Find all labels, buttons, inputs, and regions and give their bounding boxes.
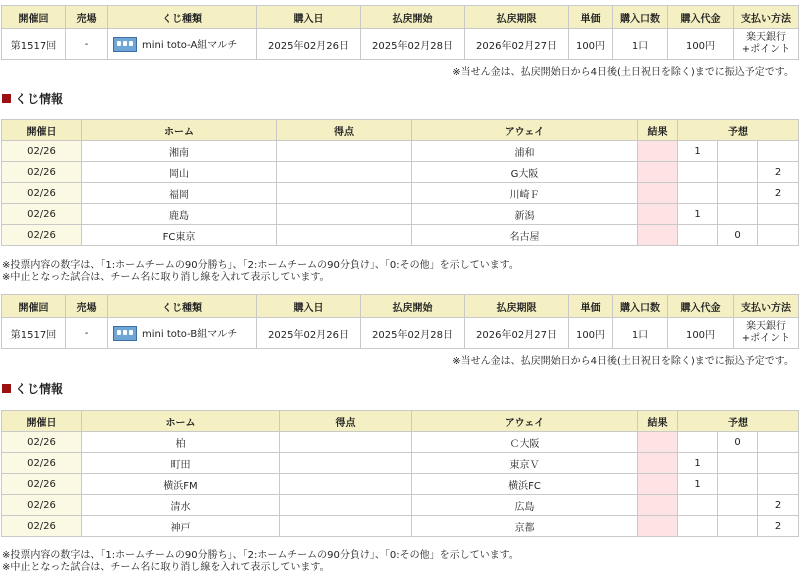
header-round: 開催回 <box>2 6 66 29</box>
units-cell: 1口 <box>613 29 668 60</box>
header-unit-price: 単価 <box>569 295 613 318</box>
prediction-2 <box>758 432 799 453</box>
header-score: 得点 <box>280 411 412 432</box>
home-team: 清水 <box>82 495 280 516</box>
away-team: 浦和 <box>412 141 638 162</box>
payment-line2: +ポイント <box>741 44 791 55</box>
mini-toto-logo-icon <box>113 37 137 52</box>
purchase-date-cell: 2025年02月26日 <box>257 29 361 60</box>
score <box>280 432 412 453</box>
header-kuji-type: くじ種類 <box>108 295 257 318</box>
home-team: 福岡 <box>82 183 277 204</box>
match-date: 02/26 <box>2 474 82 495</box>
prediction-2 <box>758 474 799 495</box>
store-cell: - <box>66 29 108 60</box>
payout-note: ※当せん金は、払戻開始日から4日後(土日祝日を除く)までに振込予定です。 <box>452 356 794 367</box>
section-bullet-icon <box>2 384 11 393</box>
kuji-type-cell <box>108 29 257 60</box>
match-row <box>2 432 799 453</box>
match-date: 02/26 <box>2 453 82 474</box>
payout-start-cell: 2025年02月28日 <box>361 29 465 60</box>
header-units: 購入口数 <box>613 295 668 318</box>
header-payout-deadline: 払戻期限 <box>465 6 569 29</box>
prediction-0 <box>718 141 758 162</box>
payout-deadline-cell: 2026年02月27日 <box>465 29 569 60</box>
score <box>280 516 412 537</box>
round-cell: 第1517回 <box>2 318 66 349</box>
prediction-0 <box>718 204 758 225</box>
header-kuji-type: くじ種類 <box>108 6 257 29</box>
purchase-header-row <box>2 6 799 29</box>
match-date: 02/26 <box>2 516 82 537</box>
match-header-row <box>2 411 799 432</box>
home-team: 岡山 <box>82 162 277 183</box>
header-unit-price: 単価 <box>569 6 613 29</box>
prediction-1 <box>678 516 718 537</box>
header-purchase-date: 購入日 <box>257 6 361 29</box>
header-payment: 支払い方法 <box>734 6 799 29</box>
unit-price-cell: 100円 <box>569 29 613 60</box>
home-team: 町田 <box>82 453 280 474</box>
prediction-1 <box>678 495 718 516</box>
header-units: 購入口数 <box>613 6 668 29</box>
match-date: 02/26 <box>2 183 82 204</box>
payout-start-cell: 2025年02月28日 <box>361 318 465 349</box>
purchase-table-1 <box>1 5 799 60</box>
header-round: 開催回 <box>2 295 66 318</box>
payment-cell <box>734 29 799 60</box>
footnotes-2 <box>2 550 519 574</box>
match-row <box>2 453 799 474</box>
score <box>277 183 412 204</box>
section-title-kuji-info <box>2 90 63 107</box>
header-amount: 購入代金 <box>668 6 734 29</box>
score <box>277 162 412 183</box>
prediction-0 <box>718 474 758 495</box>
header-home: ホーム <box>82 411 280 432</box>
result <box>638 453 678 474</box>
prediction-0 <box>718 495 758 516</box>
prediction-2: 2 <box>758 516 799 537</box>
score <box>277 204 412 225</box>
home-team: 横浜FM <box>82 474 280 495</box>
prediction-1: 1 <box>678 474 718 495</box>
header-payout-start: 払戻開始 <box>361 295 465 318</box>
purchase-row <box>2 318 799 349</box>
prediction-2: 2 <box>758 495 799 516</box>
prediction-1 <box>678 225 718 246</box>
match-header-row <box>2 120 799 141</box>
match-row <box>2 474 799 495</box>
header-amount: 購入代金 <box>668 295 734 318</box>
unit-price-cell: 100円 <box>569 318 613 349</box>
footnotes-1 <box>2 260 519 284</box>
prediction-1: 1 <box>678 141 718 162</box>
match-row <box>2 225 799 246</box>
payout-note: ※当せん金は、払戻開始日から4日後(土日祝日を除く)までに振込予定です。 <box>452 67 794 78</box>
header-payout-start: 払戻開始 <box>361 6 465 29</box>
match-row <box>2 162 799 183</box>
prediction-2 <box>758 225 799 246</box>
prediction-0 <box>718 183 758 204</box>
match-row <box>2 183 799 204</box>
away-team: Ｃ大阪 <box>412 432 638 453</box>
header-date: 開催日 <box>2 411 82 432</box>
result <box>638 516 678 537</box>
match-date: 02/26 <box>2 495 82 516</box>
result <box>638 204 678 225</box>
payment-line2: +ポイント <box>741 333 791 344</box>
section-title-text: くじ情報 <box>15 92 64 106</box>
result <box>638 183 678 204</box>
score <box>277 225 412 246</box>
header-away: アウェイ <box>412 120 638 141</box>
round-cell: 第1517回 <box>2 29 66 60</box>
header-away: アウェイ <box>412 411 638 432</box>
match-date: 02/26 <box>2 141 82 162</box>
prediction-0 <box>718 453 758 474</box>
header-score: 得点 <box>277 120 412 141</box>
score <box>280 474 412 495</box>
header-result: 結果 <box>638 411 678 432</box>
result <box>638 495 678 516</box>
footnote-cancelled-match: ※中止となった試合は、チーム名に取り消し線を入れて表示しています。 <box>2 562 330 573</box>
payment-line1: 楽天銀行 <box>746 321 786 332</box>
result <box>638 141 678 162</box>
kuji-type-text: mini toto-A組マルチ <box>142 39 238 51</box>
match-date: 02/26 <box>2 204 82 225</box>
match-row <box>2 495 799 516</box>
away-team: 名古屋 <box>412 225 638 246</box>
kuji-type-cell <box>108 318 257 349</box>
prediction-1: 1 <box>678 453 718 474</box>
prediction-2: 2 <box>758 162 799 183</box>
result <box>638 162 678 183</box>
units-cell: 1口 <box>613 318 668 349</box>
section-bullet-icon <box>2 94 11 103</box>
match-row <box>2 204 799 225</box>
footnote-cancelled-match: ※中止となった試合は、チーム名に取り消し線を入れて表示しています。 <box>2 272 330 283</box>
prediction-2 <box>758 204 799 225</box>
score <box>277 141 412 162</box>
match-date: 02/26 <box>2 225 82 246</box>
prediction-0: 0 <box>718 432 758 453</box>
match-date: 02/26 <box>2 432 82 453</box>
home-team: 神戸 <box>82 516 280 537</box>
prediction-1 <box>678 162 718 183</box>
away-team: 京都 <box>412 516 638 537</box>
away-team: 広島 <box>412 495 638 516</box>
prediction-1 <box>678 432 718 453</box>
match-row <box>2 141 799 162</box>
header-store: 売場 <box>66 6 108 29</box>
prediction-1: 1 <box>678 204 718 225</box>
header-purchase-date: 購入日 <box>257 295 361 318</box>
match-date: 02/26 <box>2 162 82 183</box>
kuji-type-text: mini toto-B組マルチ <box>142 328 238 340</box>
footnote-prediction-legend: ※投票内容の数字は、「1:ホームチームの90分勝ち」、「2:ホームチームの90分負け」、「0:その他」を示しています。 <box>2 550 519 561</box>
header-prediction: 予想 <box>678 120 799 141</box>
section-title-kuji-info <box>2 380 63 397</box>
result <box>638 474 678 495</box>
amount-cell: 100円 <box>668 29 734 60</box>
header-prediction: 予想 <box>678 411 799 432</box>
payout-deadline-cell: 2026年02月27日 <box>465 318 569 349</box>
match-table-1 <box>1 119 799 246</box>
mini-toto-logo-icon <box>113 326 137 341</box>
home-team: 鹿島 <box>82 204 277 225</box>
home-team: 柏 <box>82 432 280 453</box>
purchase-header-row <box>2 295 799 318</box>
away-team: G大阪 <box>412 162 638 183</box>
prediction-0: 0 <box>718 225 758 246</box>
purchase-table-2 <box>1 294 799 349</box>
match-table-2 <box>1 410 799 537</box>
header-payment: 支払い方法 <box>734 295 799 318</box>
home-team: FC東京 <box>82 225 277 246</box>
payment-cell <box>734 318 799 349</box>
header-store: 売場 <box>66 295 108 318</box>
header-result: 結果 <box>638 120 678 141</box>
prediction-2: 2 <box>758 183 799 204</box>
away-team: 横浜FC <box>412 474 638 495</box>
score <box>280 453 412 474</box>
purchase-date-cell: 2025年02月26日 <box>257 318 361 349</box>
payment-line1: 楽天銀行 <box>746 32 786 43</box>
home-team: 湘南 <box>82 141 277 162</box>
away-team: 川崎Ｆ <box>412 183 638 204</box>
section-title-text: くじ情報 <box>15 382 64 396</box>
footnote-prediction-legend: ※投票内容の数字は、「1:ホームチームの90分勝ち」、「2:ホームチームの90分負け」、「0:その他」を示しています。 <box>2 260 519 271</box>
prediction-2 <box>758 453 799 474</box>
header-home: ホーム <box>82 120 277 141</box>
score <box>280 495 412 516</box>
amount-cell: 100円 <box>668 318 734 349</box>
header-date: 開催日 <box>2 120 82 141</box>
result <box>638 432 678 453</box>
header-payout-deadline: 払戻期限 <box>465 295 569 318</box>
prediction-1 <box>678 183 718 204</box>
prediction-2 <box>758 141 799 162</box>
result <box>638 225 678 246</box>
away-team: 新潟 <box>412 204 638 225</box>
purchase-row <box>2 29 799 60</box>
away-team: 東京Ｖ <box>412 453 638 474</box>
prediction-0 <box>718 162 758 183</box>
match-row <box>2 516 799 537</box>
prediction-0 <box>718 516 758 537</box>
store-cell: - <box>66 318 108 349</box>
